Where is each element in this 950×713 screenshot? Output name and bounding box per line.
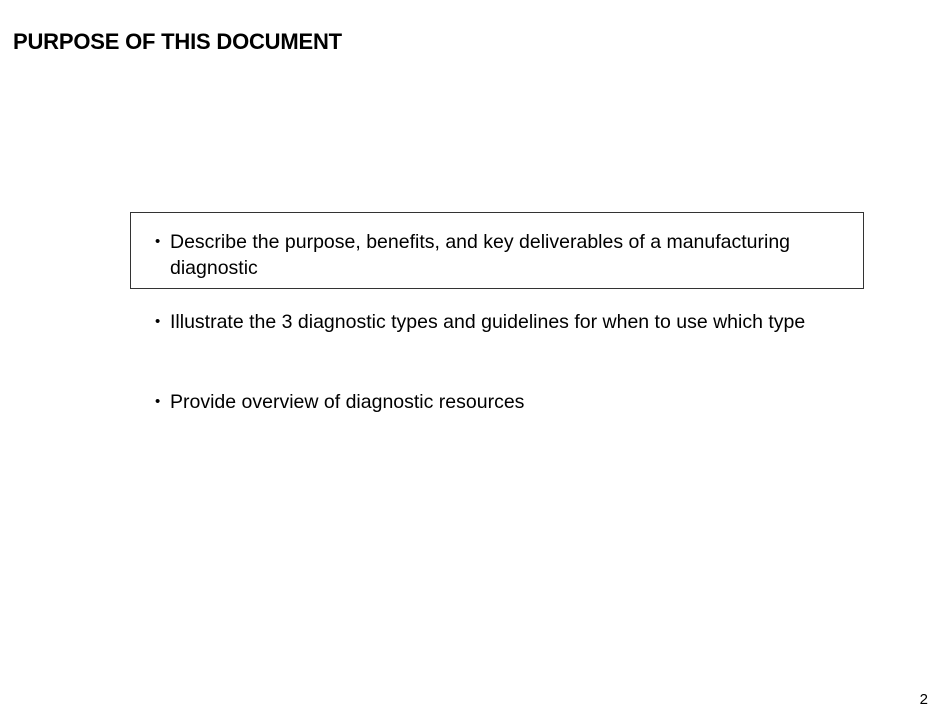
bullet-dot-icon: • [155, 393, 161, 410]
bullet-item-resources [155, 389, 845, 415]
bullet-text: Provide overview of diagnostic resources [170, 391, 525, 413]
page-title: PURPOSE OF THIS DOCUMENT [13, 29, 342, 54]
page-number: 2 [919, 691, 928, 708]
bullet-text: Describe the purpose, benefits, and key deliverables of a manufacturing diagnostic [170, 231, 791, 279]
bullet-text: Illustrate the 3 diagnostic types and guidelines for when to use which type [170, 311, 806, 333]
bullet-dot-icon: • [155, 233, 161, 250]
bullet-item-purpose [155, 229, 845, 281]
bullet-dot-icon: • [155, 313, 161, 330]
bullet-item-diagnostic-types [155, 309, 845, 335]
